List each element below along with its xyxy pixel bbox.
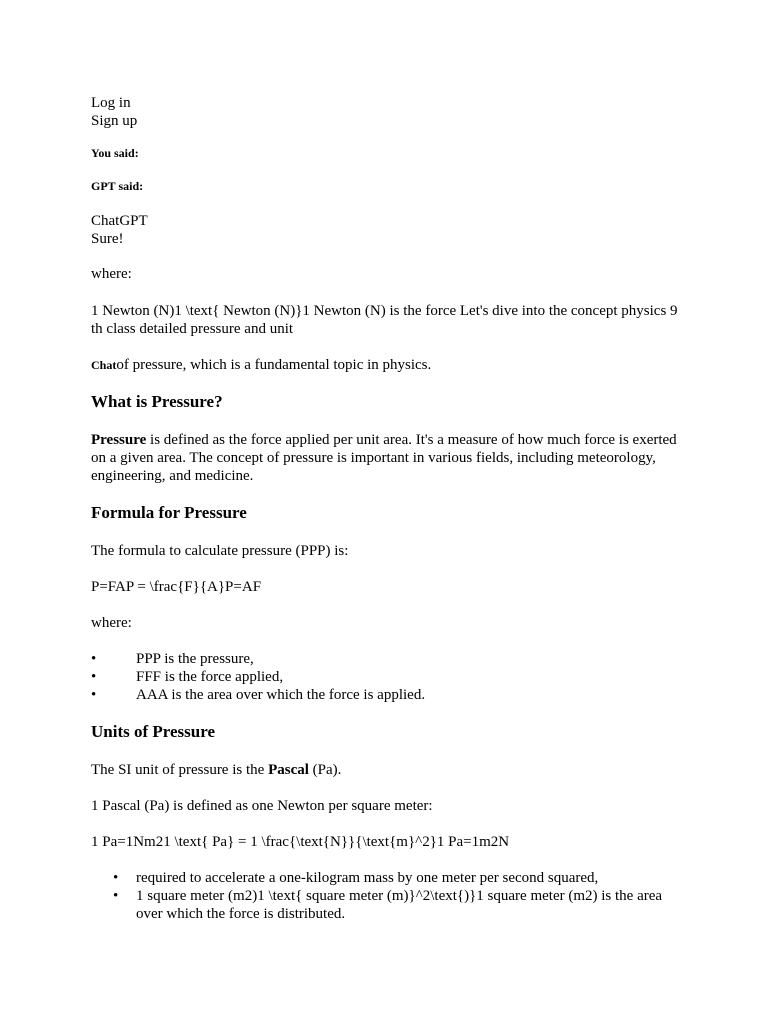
assistant-message-header [91,212,681,248]
nested-list [91,869,681,923]
assistant-reply-start: Sure! [91,231,124,247]
si-unit-name: Pascal [268,762,309,778]
variable-list [91,650,681,704]
definition-term: Pressure [91,432,147,448]
si-unit-paragraph [91,761,681,779]
bullet-icon: • [113,870,119,886]
heading-units: Units of Pressure [91,722,216,741]
intro-continuation-text: of pressure, which is a fundamental topic in physics. [116,357,432,373]
formula-intro: The formula to calculate pressure (PPP) is: [91,543,349,559]
si-unit-prefix: The SI unit of pressure is the [91,762,269,778]
list-item [91,869,681,887]
where-label: where: [91,266,132,282]
where-label-2: where: [91,615,132,631]
list-item-text: AAA is the area over which the force is applied. [136,687,426,703]
list-item-text: 1 square meter (m2)1 \text{ square meter (m)}^2\text{)}1 square meter (m2) is the area over which the force is distributed. [136,888,663,922]
signup-link[interactable]: Sign up [91,113,138,129]
list-item [91,686,681,704]
gpt-said-label: GPT said: [91,179,144,193]
definition-text: is defined as the force applied per unit area. It's a measure of how much force is exerted on a given area. The concept of pressure is important in various fields, including meteorology, engineering, and medicine. [91,432,677,484]
assistant-name: ChatGPT [91,213,148,229]
list-item [91,650,681,668]
login-link[interactable]: Log in [91,95,131,111]
intro-paragraph: 1 Newton (N)1 \text{ Newton (N)}1 Newton (N) is the force Let's dive into the concept physics 9 th class detailed pressure and unit [91,303,678,337]
chat-label: Chat [91,358,117,372]
definition-paragraph [91,431,681,485]
heading-formula: Formula for Pressure [91,503,247,522]
intro-continuation [91,356,681,374]
list-item-text: required to accelerate a one-kilogram mass by one meter per second squared, [136,870,599,886]
list-item [91,668,681,686]
heading-what-is-pressure: What is Pressure? [91,392,223,411]
pressure-formula: P=FAP = \frac{F}{A}P=AF [91,579,262,595]
bullet-icon: • [91,669,97,685]
pascal-definition: 1 Pascal (Pa) is defined as one Newton per square meter: [91,798,433,814]
list-item [91,887,681,923]
bullet-icon: • [91,651,97,667]
si-unit-suffix: (Pa). [308,762,342,778]
bullet-icon: • [91,687,97,703]
pascal-formula: 1 Pa=1Nm21 \text{ Pa} = 1 \frac{\text{N}}{\text{m}^2}1 Pa=1m2N [91,834,510,850]
list-item-text: FFF is the force applied, [136,669,284,685]
you-said-label: You said: [91,146,139,160]
bullet-icon: • [113,888,119,904]
list-item-text: PPP is the pressure, [136,651,254,667]
